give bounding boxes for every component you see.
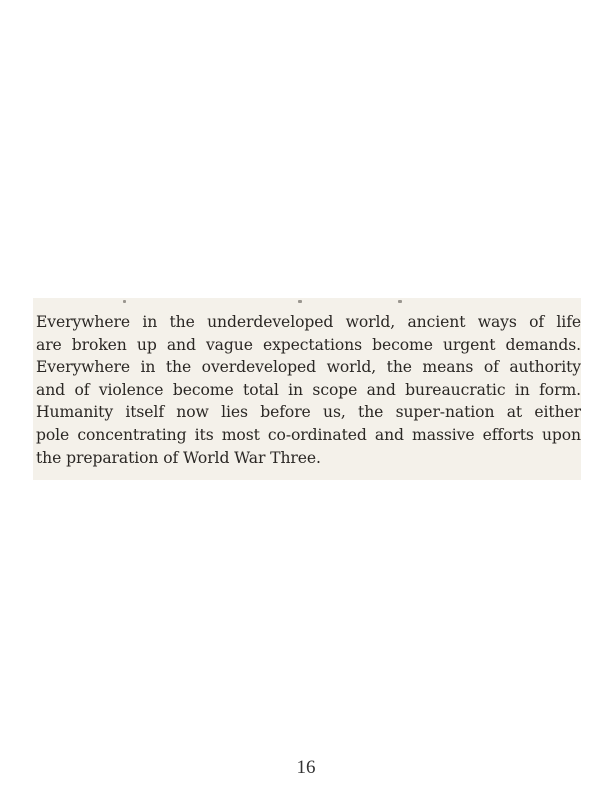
edge-mark <box>298 300 302 303</box>
page-number: 16 <box>296 757 316 778</box>
excerpt-line: the preparation of World War Three. <box>36 448 321 467</box>
excerpt-line: Everywhere in the underdeveloped world, ancient ways of life <box>36 313 581 331</box>
excerpt-line: are broken up and vague expectations become urgent demands. <box>36 335 581 354</box>
edge-mark <box>123 300 126 303</box>
excerpt-line: Everywhere in the overdeveloped world, the means of authority <box>36 358 581 377</box>
excerpt-line: pole concentrating its most co-ordinated and massive efforts upon <box>36 425 581 444</box>
excerpt-line: and of violence become total in scope and bureaucratic in form. <box>36 380 581 399</box>
excerpt-line: Humanity itself now lies before us, the super-nation at either <box>36 403 581 422</box>
clipped-previous-line <box>33 298 581 310</box>
excerpt-paragraph <box>36 311 581 469</box>
edge-mark <box>398 300 402 303</box>
scanned-excerpt <box>33 298 581 480</box>
